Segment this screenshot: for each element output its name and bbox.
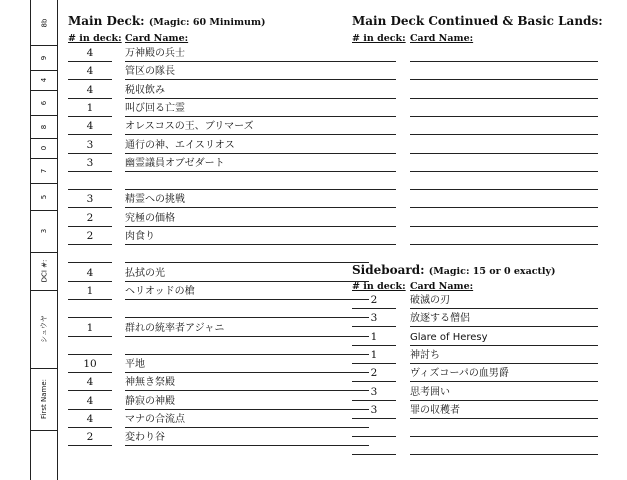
card-quantity: 4: [68, 375, 112, 391]
card-name: 払拭の光: [125, 266, 369, 282]
list-item: [68, 375, 369, 393]
card-quantity: [352, 119, 396, 135]
card-name: [125, 339, 369, 355]
card-quantity: 4: [68, 266, 112, 282]
list-item: [68, 211, 369, 229]
card-name: [410, 138, 598, 154]
cont-name-header: Card Name:: [410, 33, 474, 44]
card-quantity: 1: [68, 321, 112, 337]
list-item: [68, 46, 369, 64]
card-name: 万神殿の兵士: [125, 46, 369, 62]
card-name: オレスコスの王、ブリマーズ: [125, 119, 369, 135]
strip-label: DCI #:: [39, 259, 48, 283]
card-name: 放逐する僧侶: [410, 311, 598, 327]
card-quantity: 2: [352, 293, 396, 309]
strip-cell: [31, 138, 57, 159]
list-item: [68, 339, 369, 357]
strip-label: 5: [40, 194, 48, 199]
continued-title: Main Deck Continued & Basic Lands:: [352, 14, 603, 28]
card-quantity: 4: [68, 83, 112, 99]
list-item: [68, 64, 369, 82]
strip-cell: [31, 368, 57, 431]
card-name: [410, 64, 598, 80]
strip-cell: [31, 290, 57, 369]
list-item: [352, 229, 598, 247]
card-quantity: [352, 156, 396, 172]
strip-cell: [31, 70, 57, 91]
card-quantity: 3: [352, 403, 396, 419]
card-quantity: [352, 192, 396, 208]
card-quantity: 3: [352, 311, 396, 327]
card-name: Glare of Heresy: [410, 330, 598, 346]
list-item: [68, 247, 369, 265]
card-name: 精霊への挑戦: [125, 192, 369, 208]
list-item: [68, 412, 369, 430]
card-quantity: 4: [68, 119, 112, 135]
card-name: 税収飲み: [125, 83, 369, 99]
card-name: [410, 46, 598, 62]
list-item: [352, 366, 598, 384]
card-quantity: [352, 138, 396, 154]
card-name: [410, 439, 598, 455]
main-deck-title: Main Deck: (Magic: 60 Minimum): [68, 14, 266, 28]
list-item: [68, 119, 369, 137]
card-quantity: [352, 46, 396, 62]
list-item: [352, 421, 598, 439]
card-name: 通行の神、エイスリオス: [125, 138, 369, 154]
card-name: 叫び回る亡霊: [125, 101, 369, 117]
card-quantity: [352, 229, 396, 245]
main-name-header: Card Name:: [125, 33, 189, 44]
card-quantity: 1: [68, 284, 112, 300]
list-item: [352, 156, 598, 174]
list-item: [352, 293, 598, 311]
main-qty-header: # in deck:: [68, 33, 122, 44]
card-name: 神無き祭殿: [125, 375, 369, 391]
card-quantity: 2: [352, 366, 396, 382]
strip-label: 6: [40, 100, 48, 105]
card-quantity: [352, 83, 396, 99]
list-item: [68, 394, 369, 412]
list-item: [352, 64, 598, 82]
card-quantity: 3: [68, 156, 112, 172]
list-item: [68, 101, 369, 119]
list-item: [68, 174, 369, 192]
card-name: [410, 229, 598, 245]
list-item: [68, 83, 369, 101]
card-name: 神討ち: [410, 348, 598, 364]
list-item: [68, 284, 369, 302]
list-item: [68, 321, 369, 339]
card-name: 群れの統率者アジャニ: [125, 321, 369, 337]
list-item: [352, 174, 598, 192]
card-name: [410, 101, 598, 117]
card-quantity: [352, 101, 396, 117]
strip-cell: [31, 0, 57, 46]
list-item: [352, 46, 598, 64]
card-quantity: [68, 339, 112, 355]
card-name: 静寂の神殿: [125, 394, 369, 410]
card-name: 究極の価格: [125, 211, 369, 227]
card-quantity: [352, 64, 396, 80]
card-quantity: [68, 174, 112, 190]
card-name: 罪の収穫者: [410, 403, 598, 419]
card-quantity: 3: [68, 138, 112, 154]
side-qty-header: # in deck:: [352, 281, 406, 292]
card-quantity: [68, 302, 112, 318]
card-name: 幽霊議員オブゼダート: [125, 156, 369, 172]
list-item: [68, 156, 369, 174]
strip-label: シュウヤ: [40, 315, 48, 343]
card-name: 破滅の刃: [410, 293, 598, 309]
card-quantity: 3: [352, 385, 396, 401]
card-name: [410, 211, 598, 227]
card-quantity: 4: [68, 64, 112, 80]
list-item: [352, 211, 598, 229]
side-name-header: Card Name:: [410, 281, 474, 292]
list-item: [352, 311, 598, 329]
sideboard-title: Sideboard: (Magic: 15 or 0 exactly): [352, 263, 556, 277]
card-name: ヘリオッドの槍: [125, 284, 369, 300]
card-quantity: 3: [68, 192, 112, 208]
card-name: [125, 247, 369, 263]
card-name: マナの合流点: [125, 412, 369, 428]
card-quantity: 1: [352, 330, 396, 346]
card-name: 管区の隊長: [125, 64, 369, 80]
list-item: [68, 229, 369, 247]
strip-label: 0: [40, 145, 48, 151]
card-quantity: 1: [352, 348, 396, 364]
list-item: [352, 192, 598, 210]
list-item: [68, 266, 369, 284]
strip-label: 8: [40, 124, 48, 129]
card-name: [410, 174, 598, 190]
card-name: ヴィズコーパの血男爵: [410, 366, 598, 382]
list-item: [68, 302, 369, 320]
card-quantity: 4: [68, 394, 112, 410]
card-quantity: [352, 174, 396, 190]
card-quantity: 1: [68, 101, 112, 117]
card-quantity: 10: [68, 357, 112, 373]
card-quantity: [68, 247, 112, 263]
card-name: [125, 302, 369, 318]
strip-label: 7: [40, 168, 48, 173]
card-quantity: 4: [68, 46, 112, 62]
list-item: [352, 439, 598, 457]
card-name: 変わり谷: [125, 430, 369, 446]
list-item: [68, 138, 369, 156]
strip-label: 8b: [40, 18, 48, 27]
cont-qty-header: # in deck:: [352, 33, 406, 44]
strip-cell: [31, 115, 57, 139]
list-item: [352, 138, 598, 156]
list-item: [352, 385, 598, 403]
list-item: [352, 101, 598, 119]
card-name: [410, 83, 598, 99]
card-quantity: 2: [68, 430, 112, 446]
card-name: [410, 119, 598, 135]
strip-label: First Name:: [40, 379, 48, 419]
card-name: 平地: [125, 357, 369, 373]
list-item: [68, 430, 369, 448]
card-quantity: 4: [68, 412, 112, 428]
list-item: [352, 348, 598, 366]
list-item: [352, 330, 598, 348]
card-name: [410, 421, 598, 437]
list-item: [68, 357, 369, 375]
strip-cell: [31, 252, 57, 291]
strip-cell: [31, 183, 57, 211]
strip-label: 9: [40, 55, 48, 60]
card-name: [125, 174, 369, 190]
strip-label: 3: [40, 228, 48, 234]
list-item: [68, 192, 369, 210]
card-quantity: [352, 211, 396, 227]
card-quantity: 2: [68, 211, 112, 227]
card-quantity: [352, 439, 396, 455]
strip-cell: [31, 158, 57, 184]
card-quantity: [352, 421, 396, 437]
list-item: [352, 403, 598, 421]
card-name: [410, 192, 598, 208]
strip-cell: [31, 210, 57, 253]
strip-cell: [31, 45, 57, 71]
card-quantity: 2: [68, 229, 112, 245]
player-info-strip: [30, 0, 58, 480]
list-item: [352, 83, 598, 101]
card-name: 肉食り: [125, 229, 369, 245]
card-name: 思考囲い: [410, 385, 598, 401]
strip-cell: [31, 90, 57, 116]
card-name: [410, 156, 598, 172]
strip-label: 4: [40, 77, 48, 83]
list-item: [352, 119, 598, 137]
